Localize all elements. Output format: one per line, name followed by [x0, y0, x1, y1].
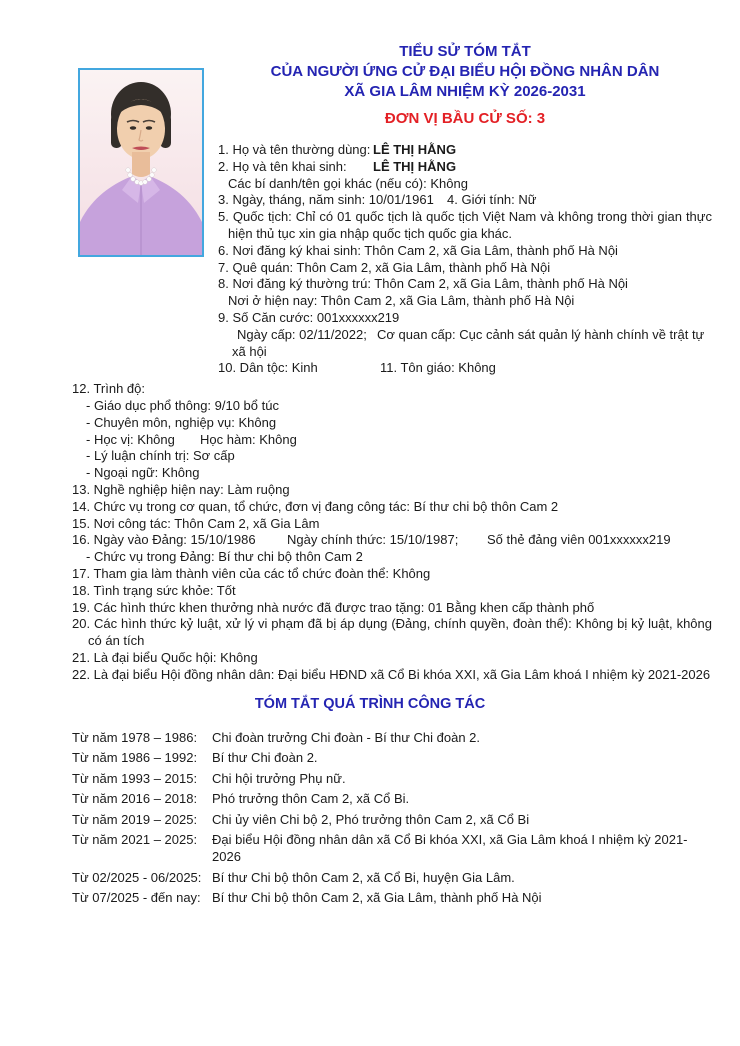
- party-official-date: Ngày chính thức: 15/10/1987;: [287, 532, 459, 548]
- career-role: Bí thư Chi bộ thôn Cam 2, xã Cổ Bi, huyện Gia Lâm.: [212, 869, 515, 885]
- candidate-photo: [78, 68, 204, 257]
- career-row: [72, 811, 712, 828]
- career-row: [72, 831, 712, 865]
- common-name-label: 1. Họ và tên thường dùng:: [218, 142, 371, 157]
- occupation-line: 13. Nghề nghiệp hiện nay: Làm ruộng: [72, 481, 290, 497]
- professional-line: - Chuyên môn, nghiệp vụ: Không: [86, 414, 277, 430]
- birth-registration-line: 6. Nơi đăng ký khai sinh: Thôn Cam 2, xã Gia Lâm, thành phố Hà Nội: [218, 242, 618, 258]
- details-list: [72, 381, 712, 683]
- title-line-2: CỦA NGƯỜI ỨNG CỬ ĐẠI BIỂU HỘI ĐỒNG NHÂN DÂN: [270, 63, 660, 80]
- education-line: 12. Trình độ:: [72, 381, 145, 397]
- id-issuer-continued: xã hội: [232, 343, 267, 359]
- career-row: [72, 729, 712, 746]
- health-line: 18. Tình trạng sức khỏe: Tốt: [72, 582, 236, 598]
- career-section-heading: TÓM TẮT QUÁ TRÌNH CÔNG TÁC: [254, 695, 486, 712]
- position-line: 14. Chức vụ trong cơ quan, tổ chức, đơn vị đang công tác: Bí thư chi bộ thôn Cam 2: [72, 498, 559, 514]
- dob-gender-line: [218, 192, 712, 209]
- peoples-council-line: 22. Là đại biểu Hội đồng nhân dân: Đại biểu HĐND xã Cổ Bi khóa XXI, xã Gia Lâm khoá I nhiệm kỳ 2021-2026: [72, 666, 711, 682]
- alias-line: Các bí danh/tên gọi khác (nếu có): Không: [228, 175, 468, 191]
- career-role: Phó trưởng thôn Cam 2, xã Cổ Bi.: [212, 791, 410, 806]
- party-dates-line: [72, 532, 712, 549]
- document-header: [218, 0, 712, 129]
- career-role: Đại biểu Hội đồng nhân dân xã Cổ Bi khóa XXI, xã Gia Lâm khoá I nhiệm kỳ 2021-2026: [212, 832, 688, 864]
- career-history-table: [72, 729, 712, 907]
- academic-rank-text: Học hàm: Không: [200, 431, 297, 447]
- id-number-line: 9. Số Căn cước: 001xxxxxx219: [218, 309, 400, 325]
- career-role: Chi ủy viên Chi bộ 2, Phó trưởng thôn Cam 2, xã Cổ Bi: [212, 811, 530, 827]
- general-education-line: - Giáo dục phổ thông: 9/10 bổ túc: [86, 397, 279, 413]
- dob-text: 3. Ngày, tháng, năm sinh: 10/01/1961: [218, 192, 434, 208]
- career-period: Từ năm 2019 – 2025:: [72, 811, 198, 827]
- birth-name-value: LÊ THỊ HẰNG: [373, 158, 457, 174]
- birth-name-label: 2. Họ và tên khai sinh:: [218, 158, 347, 174]
- common-name-value: LÊ THỊ HẰNG: [373, 142, 457, 157]
- career-period: Từ 07/2025 - đến nay:: [72, 890, 201, 905]
- career-role: Chi hội trưởng Phụ nữ.: [212, 770, 346, 786]
- id-issue-date: Ngày cấp: 02/11/2022;: [237, 326, 367, 342]
- career-period: Từ năm 1993 – 2015:: [72, 770, 198, 786]
- degree-rank-line: [72, 432, 712, 449]
- workplace-line: 15. Nơi công tác: Thôn Cam 2, xã Gia Lâm: [72, 515, 320, 531]
- awards-line: 19. Các hình thức khen thưởng nhà nước đã được trao tặng: 01 Bằng khen cấp thành phố: [72, 599, 595, 615]
- title-line-1: TIỂU SỬ TÓM TẮT: [399, 43, 531, 60]
- career-row: [72, 770, 712, 787]
- national-assembly-line: 21. Là đại biểu Quốc hội: Không: [72, 649, 258, 665]
- personal-info-list: [218, 142, 712, 377]
- portrait-photo-icon: [80, 70, 202, 255]
- organizations-line: 17. Tham gia làm thành viên của các tổ chức đoàn thể: Không: [72, 565, 431, 581]
- foreign-language-line: - Ngoại ngữ: Không: [86, 465, 200, 481]
- id-issuer: Cơ quan cấp: Cục cảnh sát quản lý hành chính về trật tự: [377, 326, 705, 342]
- ethnicity-religion-line: [218, 360, 712, 377]
- birth-name-line: [218, 159, 712, 176]
- career-row: [72, 749, 712, 766]
- gender-text: 4. Giới tính: Nữ: [447, 192, 537, 208]
- common-name-line: [218, 142, 712, 159]
- career-period: Từ năm 2021 – 2025:: [72, 832, 198, 847]
- career-period: Từ 02/2025 - 06/2025:: [72, 869, 202, 885]
- career-row: [72, 889, 712, 906]
- hometown-line: 7. Quê quán: Thôn Cam 2, xã Gia Lâm, thành phố Hà Nội: [218, 259, 551, 275]
- career-period: Từ năm 1978 – 1986:: [72, 729, 198, 745]
- career-period: Từ năm 1986 – 1992:: [72, 750, 198, 765]
- religion-text: 11. Tôn giáo: Không: [380, 360, 496, 376]
- career-role: Bí thư Chi bộ thôn Cam 2, xã Gia Lâm, thành phố Hà Nội: [212, 890, 542, 905]
- career-role: Bí thư Chi đoàn 2.: [212, 750, 318, 765]
- title-line-3: XÃ GIA LÂM NHIỆM KỲ 2026-2031: [344, 83, 586, 100]
- political-theory-line: - Lý luận chính trị: Sơ cấp: [86, 448, 235, 464]
- career-period: Từ năm 2016 – 2018:: [72, 791, 198, 806]
- party-join-date: 16. Ngày vào Đảng: 15/10/1986: [72, 532, 256, 548]
- residence-line: 8. Nơi đăng ký thường trú: Thôn Cam 2, xã Gia Lâm, thành phố Hà Nội: [218, 276, 628, 292]
- current-residence-line: Nơi ở hiện nay: Thôn Cam 2, xã Gia Lâm, thành phố Hà Nội: [228, 293, 575, 309]
- career-row: [72, 869, 712, 886]
- career-role: Chi đoàn trưởng Chi đoàn - Bí thư Chi đoàn 2.: [212, 729, 481, 745]
- party-position-line: - Chức vụ trong Đảng: Bí thư chi bộ thôn Cam 2: [86, 549, 363, 565]
- degree-text: - Học vị: Không: [86, 431, 175, 447]
- party-card-number: Số thẻ đảng viên 001xxxxxx219: [487, 532, 671, 548]
- nationality-line: 5. Quốc tịch: Chỉ có 01 quốc tịch là quốc tịch Việt Nam và không trong thời gian thực hiện thủ tục xin gia nhập quốc tịch quốc gia khác.: [218, 209, 712, 241]
- election-unit-line: ĐƠN VỊ BẦU CỬ SỐ: 3: [384, 110, 546, 127]
- id-issue-line: [218, 327, 712, 344]
- ethnicity-text: 10. Dân tộc: Kinh: [218, 360, 318, 376]
- career-row: [72, 790, 712, 807]
- discipline-line: 20. Các hình thức kỷ luật, xử lý vi phạm đã bị áp dụng (Đảng, chính quyền, đoàn thể): Không bị kỷ luật, không có án tích: [72, 616, 712, 649]
